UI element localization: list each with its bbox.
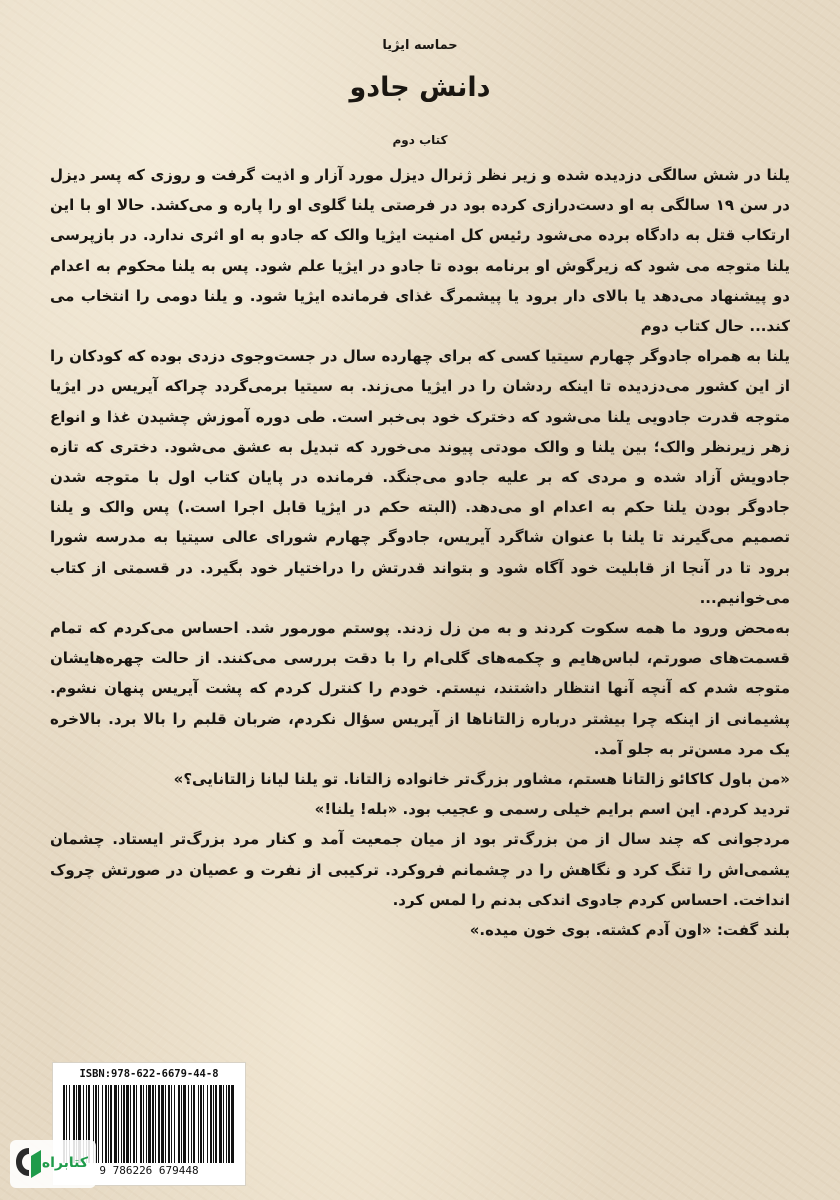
barcode-bar [98, 1085, 99, 1163]
barcode-bar [165, 1085, 166, 1163]
barcode-bar [168, 1085, 170, 1163]
barcode-bar [123, 1085, 125, 1163]
barcode-bar [118, 1085, 119, 1163]
paragraph: یلنا در شش سالگی دزدیده شده و زیر نظر ژنرال دیزل مورد آزار و اذیت گرفت و روزی که پسر دیزل در سن ۱۹ سالگی به او دست‌درازی کرده بود در فرصتی یلنا گلوی او را پاره و می‌کشد. حالا او با این ارتکاب قتل به دادگاه برده می‌شود رئیس کل امنیت ایژیا والک که جادو به او اثری ندارد. در بازپرسی یلنا متوجه می شود که زیرگوش او برنامه بوده تا جادو در ایژیا علم شود. پس به یلنا محکوم به اعدام دو پیشنهاد می‌دهد یا بالای دار برود یا پیشمرگ غذای فرمانده ایژیا شود. و یلنا دومی را انتخاب می کند... حال کتاب دوم [50, 166, 790, 336]
barcode-bar [148, 1085, 151, 1163]
barcode-bar [130, 1085, 131, 1163]
barcode-bar [193, 1085, 195, 1163]
series-label: حماسه ایژیا [382, 38, 458, 53]
barcode-bar [231, 1085, 234, 1163]
barcode-bar [210, 1085, 212, 1163]
barcode-bar [219, 1085, 222, 1163]
ketabrah-logo-icon [14, 1146, 44, 1182]
barcode-bar [183, 1085, 186, 1163]
barcode-bar [102, 1085, 103, 1163]
paragraph: مردجوانی که چند سال از من بزرگ‌تر بود از میان جمعیت آمد و کنار مرد بزرگ‌تر ایستاد. چشمان یشمی‌اش را تنگ کرد و نگاهش را در چشمانم فروکرد. ترکیبی از نفرت و عصیان در صورتش چروک انداخت. احساس کردم جادوی اندکی بدنم را لمس کرد. [50, 830, 790, 909]
paragraph: یلنا به همراه جادوگر چهارم سیتیا کسی که برای چهارده سال در جست‌وجوی دزدی بوده که کودکان را از این کشور می‌دزدیده تا اینکه ردشان را در ایژیا می‌زند. به سیتیا برمی‌گردد چراکه آیریس در ایژیا متوجه قدرت جادویی یلنا می‌شود که دخترک خود بی‌خبر است. طی دوره آموزش چشیدن غذا و انواع زهر زیرنظر والک؛ بین یلنا و والک مودتی پیوند می‌خورد که تبدیل به عشق می‌شود. دختری که تازه جادویش آزاد شده و مردی که بر علیه جادو می‌جنگد. فرمانده در پایان کتاب اول با متوجه شدن جادوگر بودن یلنا حکم به اعدام او می‌دهد. (البته حکم در ایژیا قابل اجرا است.) پس والک و یلنا تصمیم می‌گیرند تا یلنا با عنوان شاگرد آیریس، جادوگر چهارم شورای عالی سیتیا به مدرسه شورا برود تا در آنجا از قابلیت خود آگاه شود و بتواند قدرتش را دراختیار خود بگیرد. در قسمتی از کتاب می‌خوانیم... [50, 347, 790, 607]
barcode-bar [171, 1085, 172, 1163]
blurb-text [50, 160, 790, 945]
barcode-bar [136, 1085, 137, 1163]
barcode-bar [198, 1085, 199, 1163]
barcode-bar [188, 1085, 189, 1163]
book-title: دانش جادو [349, 72, 491, 103]
isbn-label: ISBN:978-622-6679-44-8 [79, 1068, 219, 1080]
barcode-bar [207, 1085, 208, 1163]
barcode-bar [133, 1085, 135, 1163]
paragraph: بلند گفت: «اون آدم کشته. بوی خون میده.» [469, 921, 790, 940]
barcode-bar [213, 1085, 214, 1163]
barcode-bar [152, 1085, 154, 1163]
barcode-bar [143, 1085, 144, 1163]
barcode-bar [140, 1085, 142, 1163]
barcode-bar [191, 1085, 192, 1163]
barcode-bar [226, 1085, 227, 1163]
logo-text: کتابراه [41, 1155, 88, 1171]
paragraph: به‌محض ورود ما همه سکوت کردند و به من زل زدند. پوستم مورمور شد. احساس می‌کردم که تمام قسمت‌های صورتم، لباس‌هایم و چکمه‌های گلی‌ام را با دقت بررسی می‌کنند. از حالت چهره‌هایشان متوجه شدم که آنچه آنها انتظار داشتند، نیستم. خودم را کنترل کردم که پشت آیریس پنهان نشوم. پشیمانی از اینکه چرا بیشتر درباره زالتاناها از آیریس سؤال نکردم، ضربان قلبم را بالا برد. بالاخره یک مرد مسن‌تر به جلو آمد. [50, 619, 790, 758]
barcode-bar [121, 1085, 122, 1163]
barcode-bar [223, 1085, 224, 1163]
barcode-bar [215, 1085, 217, 1163]
barcode-bar [161, 1085, 164, 1163]
barcode-bar [178, 1085, 180, 1163]
ketabrah-logo [10, 1140, 96, 1188]
barcode-bar [155, 1085, 156, 1163]
barcode-bar [158, 1085, 160, 1163]
barcode-bar [105, 1085, 107, 1163]
barcode-bar [126, 1085, 129, 1163]
barcode-bar [174, 1085, 175, 1163]
barcode-bar [200, 1085, 202, 1163]
barcode-bar [108, 1085, 109, 1163]
barcode-bar [203, 1085, 204, 1163]
barcode-digits: 9 786226 679448 [99, 1164, 199, 1177]
book-subtitle: کتاب دوم [392, 133, 448, 147]
barcode-bar [228, 1085, 230, 1163]
barcode-bar [114, 1085, 117, 1163]
paragraph: تردید کردم. این اسم برایم خیلی رسمی و عجیب بود. «بله! یلنا!» [314, 800, 790, 819]
paragraph: «من باول کاکائو زالتانا هستم، مشاور بزرگ‌تر خانواده زالتانا. تو یلنا لیانا زالتانایی؟» [173, 770, 790, 789]
barcode-bar [146, 1085, 147, 1163]
barcode-bar [181, 1085, 182, 1163]
barcode-bar [110, 1085, 112, 1163]
